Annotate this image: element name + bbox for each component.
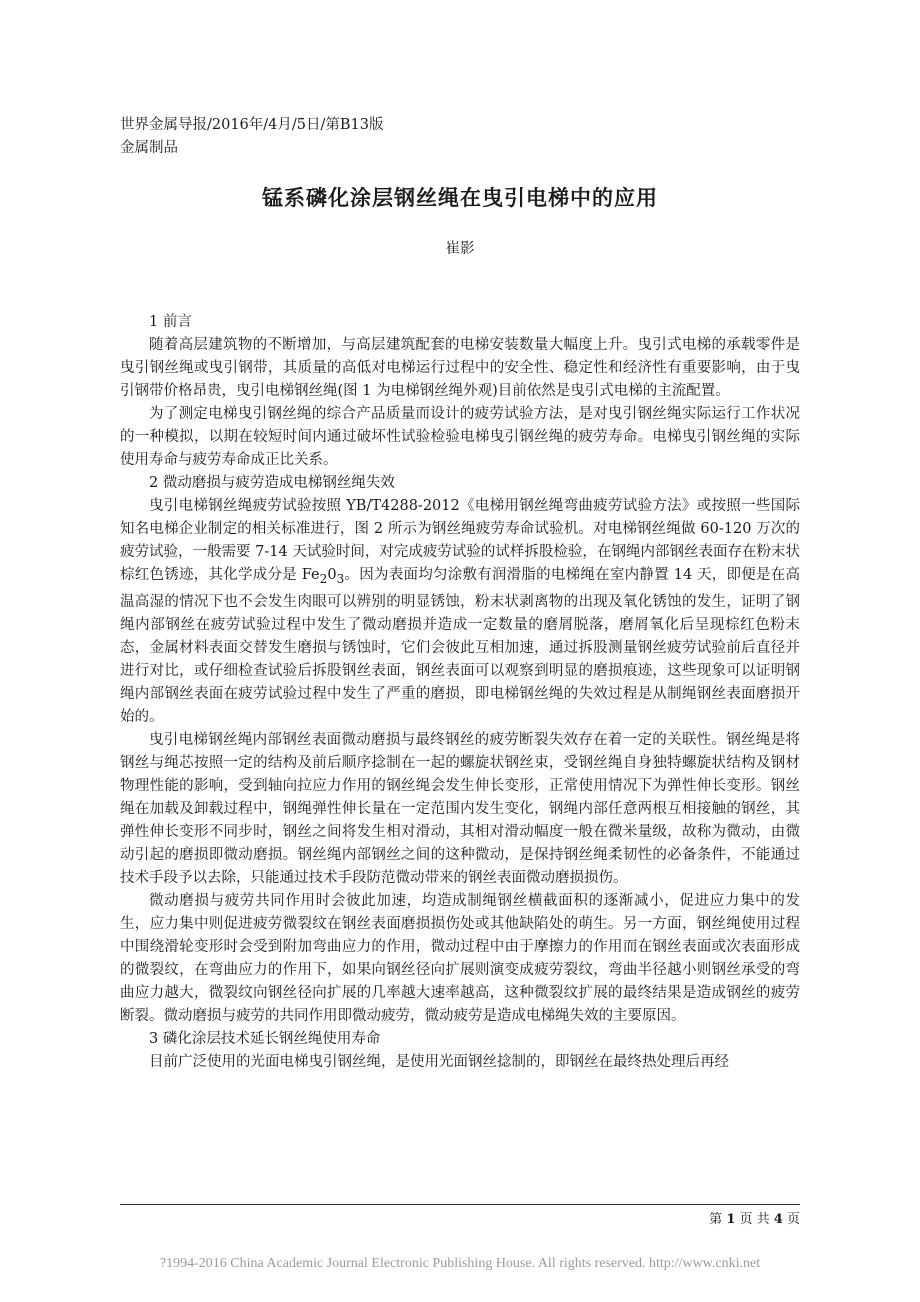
source-citation: 世界金属导报/2016年/4月/5日/第B13版 [120, 117, 384, 133]
current-page: 1 [726, 1212, 736, 1227]
page-mid: 页 共 [739, 1212, 770, 1227]
paragraph-5: 微动磨损与疲劳共同作用时会彼此加速，均造成制绳钢丝横截面积的逐渐减小，促进应力集中的发生，应力集中则促进疲劳微裂纹在钢丝表面磨损损伤处或其他缺陷处的萌生。另一方面，钢丝绳使用过程中围绕滑轮变形时会受到附加弯曲应力的作用，微动过程中由于摩擦力的作用而在钢丝表面或次表面形成的微裂纹，在弯曲应力的作用下，如果向钢丝径向扩展则演变成疲劳裂纹，弯曲半径越小则钢丝承受的弯曲应力越大，微裂纹向钢丝径向扩展的几率越大速率越高，这种微裂纹扩展的最终结果是造成钢丝的疲劳断裂。微动磨损与疲劳的共同作用即微动疲劳，微动疲劳是造成电梯绳失效的主要原因。 [120, 892, 800, 1024]
paragraph-4: 曳引电梯钢丝绳内部钢丝表面微动磨损与最终钢丝的疲劳断裂失效存在着一定的关联性。钢丝绳是将钢丝与绳芯按照一定的结构及前后顺序捻制在一起的螺旋状钢丝束，受钢丝绳自身独特螺旋状结构及钢材物理性能的影响，受到轴向拉应力作用的钢丝绳会发生伸长变形，正常使用情况下为弹性伸长变形。钢丝绳在加载及卸载过程中，钢绳弹性伸长量在一定范围内发生变化，钢绳内部任意两根互相接触的钢丝，其弹性伸长变形不同步时，钢丝之间将发生相对滑动，其相对滑动幅度一般在微米量级，故称为微动，由微动引起的磨损即微动磨损。钢丝绳内部钢丝之间的这种微动，是保持钢丝绳柔韧性的必备条件，不能通过技术手段予以去除，只能通过技术手段防范微动带来的钢丝表面微动磨损损伤。 [120, 731, 800, 886]
total-pages: 4 [773, 1212, 783, 1227]
column-label: 金属制品 [120, 140, 178, 156]
article-title: 锰系磷化涂层钢丝绳在曳引电梯中的应用 [262, 185, 658, 210]
section-heading-1: 1 前言 [149, 314, 192, 330]
article-author: 崔影 [445, 241, 475, 257]
page-prefix: 第 [709, 1212, 723, 1227]
paragraph-1: 随着高层建筑物的不断增加，与高层建筑配套的电梯安装数量大幅度上升。曳引式电梯的承载零件是曳引钢丝绳或曳引钢带，其质量的高低对电梯运行过程中的安全性、稳定性和经济性有重要影响，由于曳引钢带价格昂贵，曳引电梯钢丝绳(图 1 为电梯钢丝绳外观)目前依然是曳引式电梯的主流配置。 [120, 337, 800, 399]
page-number [709, 1208, 800, 1227]
copyright-notice: ?1994-2016 China Academic Journal Electronic Publishing House. All rights reserved. http://www.cnki.net [159, 1256, 761, 1271]
footer-divider [120, 1204, 800, 1205]
paragraph-3-part-1: 曳引电梯钢丝绳疲劳试验按照 YB/T4288-2012《电梯用钢丝绳弯曲疲劳试验方法》或按照一些国际知名电梯企业制定的相关标准进行，图 2 所示为钢丝绳疲劳寿命试验机。对电梯钢丝绳做 60-120 万次的疲劳试验，一般需要 7-14 天试验时间，对完成疲劳试验的试样拆股检验，在钢绳内部钢丝表面存在粉末状棕红色锈迹，其化学成分是 Fe [120, 498, 800, 583]
section-heading-2: 2 微动磨损与疲劳造成电梯钢丝绳失效 [149, 475, 395, 491]
formula-subscript-3: 3 [336, 571, 345, 586]
formula-subscript-2: 2 [319, 571, 328, 586]
paragraph-3 [120, 495, 800, 729]
formula-oxygen: 0 [327, 567, 337, 583]
article-body [120, 311, 800, 1074]
paragraph-2: 为了测定电梯曳引钢丝绳的综合产品质量而设计的疲劳试验方法，是对曳引钢丝绳实际运行工作状况的一种模拟，以期在较短时间内通过破坏性试验检验电梯曳引钢丝绳的疲劳寿命。电梯曳引钢丝绳的实际使用寿命与疲劳寿命成正比关系。 [120, 406, 800, 468]
paragraph-6: 目前广泛使用的光面电梯曳引钢丝绳，是使用光面钢丝捻制的，即钢丝在最终热处理后再经 [149, 1053, 729, 1070]
page-suffix: 页 [786, 1212, 800, 1227]
section-heading-3: 3 磷化涂层技术延长钢丝绳使用寿命 [149, 1030, 381, 1047]
paragraph-3-part-2: 。因为表面均匀涂敷有润滑脂的电梯绳在室内静置 14 天，即便是在高温高湿的情况下也不会发生肉眼可以辨别的明显锈蚀，粉末状剥离物的出现及氧化锈蚀的发生，证明了钢绳内部钢丝在疲劳试验过程中发生了微动磨损并造成一定数量的磨屑脱落，磨屑氧化后呈现棕红色粉末态，金属材料表面交替发生磨损与锈蚀时，它们会彼此互相加速，通过拆股测量钢丝疲劳试验前后直径并进行对比，或仔细检查试验后拆股钢丝表面，钢丝表面可以观察到明显的磨损痕迹，这些现象可以证明钢绳内部钢丝表面在疲劳试验过程中发生了严重的磨损，即电梯钢丝绳的失效过程是从制绳钢丝表面磨损开始的。 [120, 567, 800, 725]
